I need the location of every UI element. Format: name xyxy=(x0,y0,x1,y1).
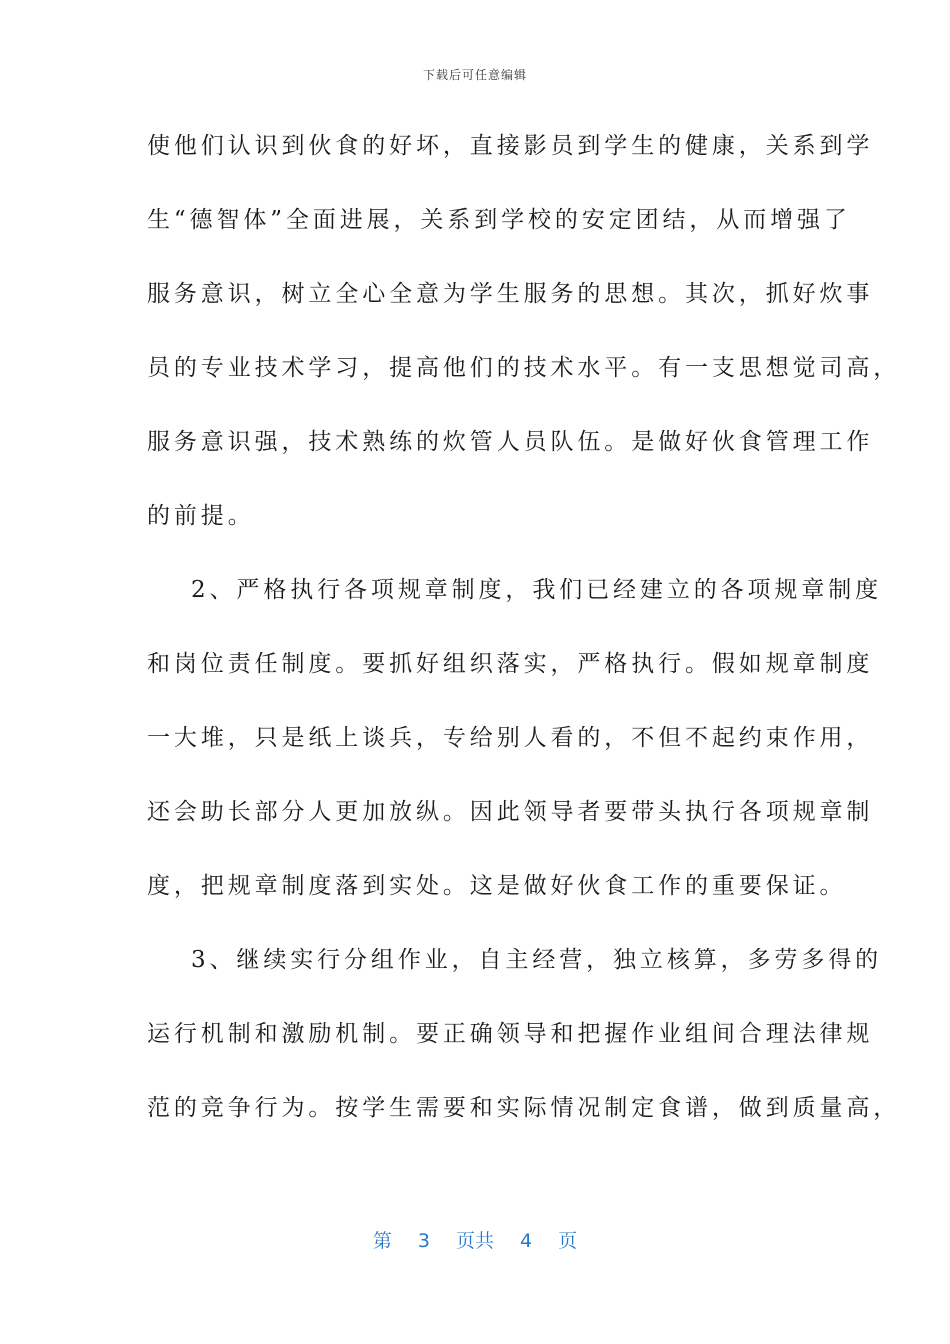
total-pages-number: 4 xyxy=(520,1230,533,1252)
body-line: 范的竞争行为。按学生需要和实际情况制定食谱，做到质量高， xyxy=(147,1095,901,1121)
page-footer xyxy=(0,1226,950,1253)
body-line: 度，把规章制度落到实处。这是做好伙食工作的重要保证。 xyxy=(147,873,847,899)
body-line: 还会助长部分人更加放纵。因此领导者要带头执行各项规章制 xyxy=(147,799,874,825)
body-line: 使他们认识到伙食的好坏，直接影员到学生的健康，关系到学 xyxy=(147,133,874,159)
body-line: 服务意识，树立全心全意为学生服务的思想。其次，抓好炊事 xyxy=(147,281,874,307)
body-line: 生“德智体”全面进展，关系到学校的安定团结，从而增强了 xyxy=(147,207,851,233)
current-page-number: 3 xyxy=(417,1230,430,1252)
page-label-middle: 页共 xyxy=(455,1230,494,1252)
body-line: 员的专业技术学习，提高他们的技术水平。有一支思想觉司高， xyxy=(147,355,901,381)
body-line: 一大堆，只是纸上谈兵，专给别人看的，不但不起约束作用， xyxy=(147,725,874,751)
body-line: 服务意识强，技术熟练的炊管人员队伍。是做好伙食管理工作 xyxy=(147,429,874,455)
paragraph-start-line: 2、严格执行各项规章制度，我们已经建立的各项规章制度 xyxy=(191,577,883,603)
paragraph-start-line: 3、继续实行分组作业，自主经营，独立核算，多劳多得的 xyxy=(191,947,883,973)
page-label-suffix: 页 xyxy=(558,1230,578,1252)
body-line: 运行机制和激励机制。要正确领导和把握作业组间合理法律规 xyxy=(147,1021,874,1047)
body-line: 的前提。 xyxy=(147,503,255,529)
page-header-note: 下载后可任意编辑 xyxy=(422,68,527,82)
document-body xyxy=(147,121,901,1157)
body-line: 和岗位责任制度。要抓好组织落实，严格执行。假如规章制度 xyxy=(147,651,874,677)
page-label-prefix: 第 xyxy=(372,1230,392,1252)
